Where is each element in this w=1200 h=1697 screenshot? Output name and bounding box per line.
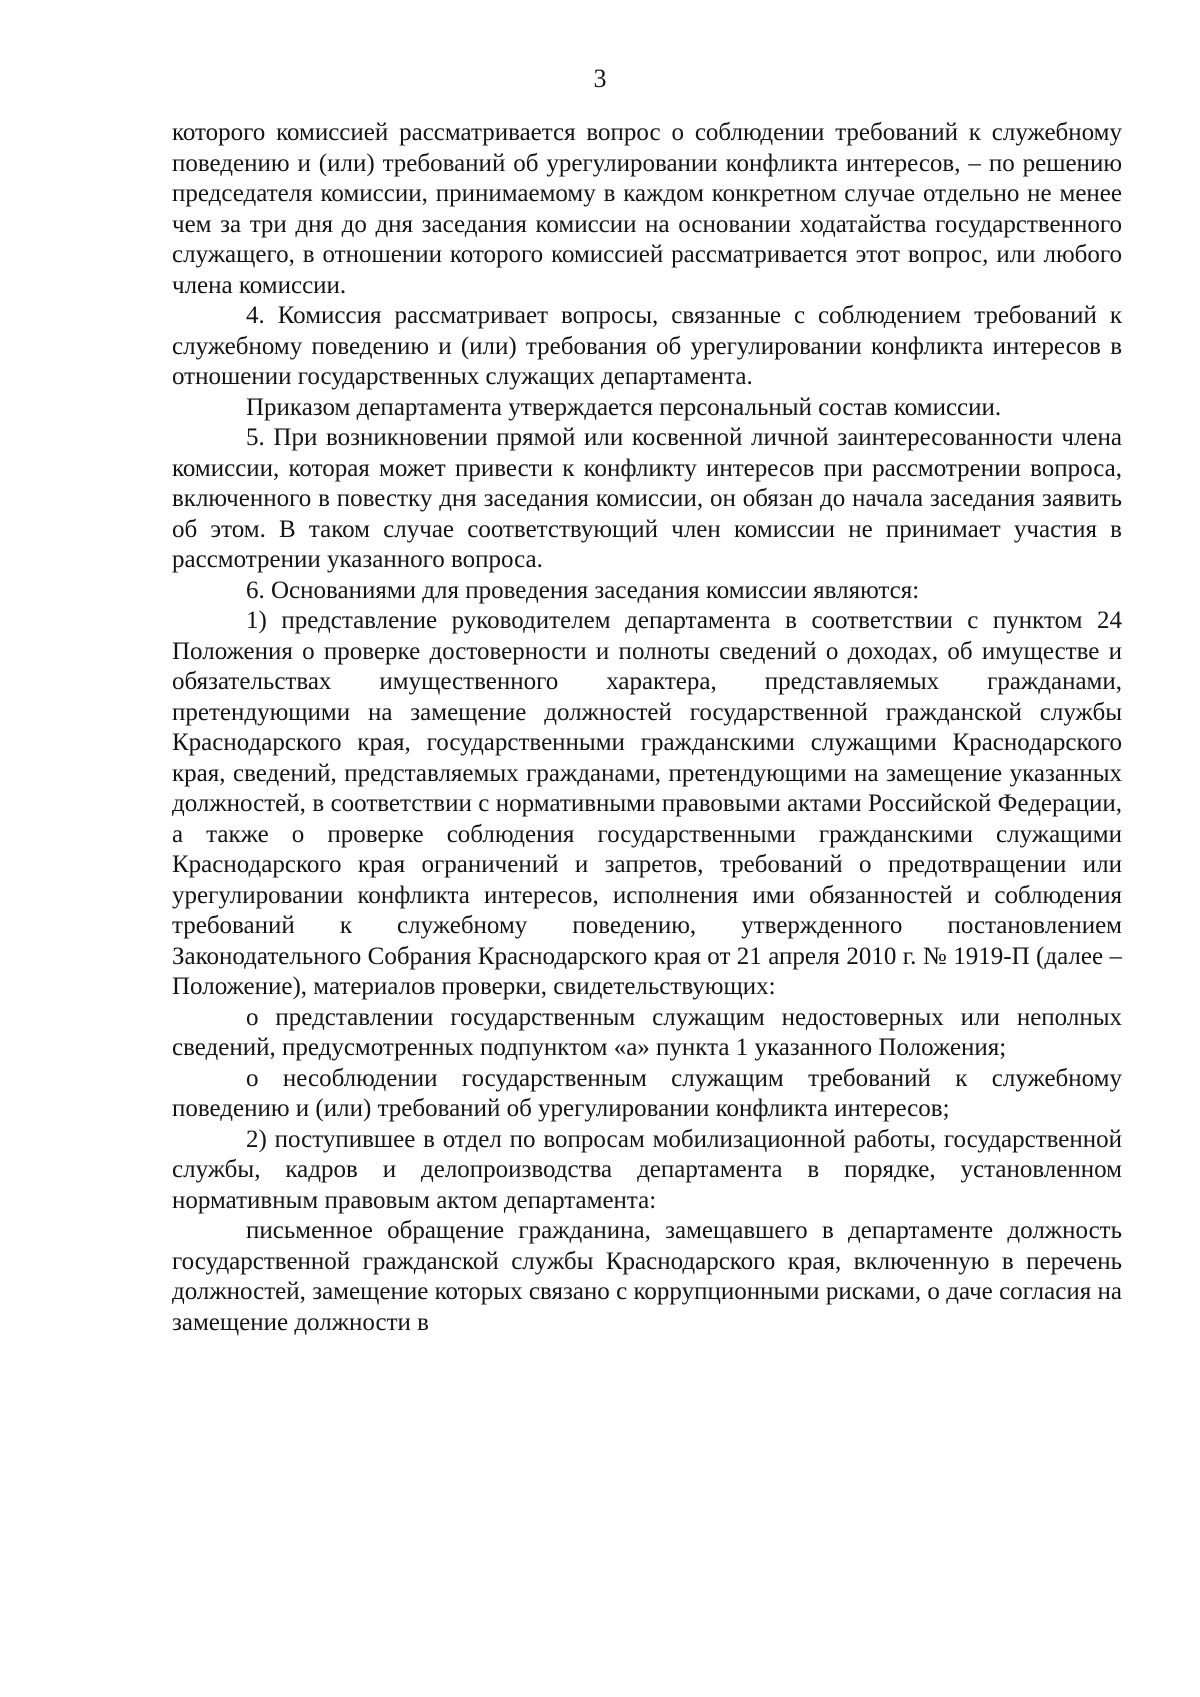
paragraph: о несоблюдении государственным служащим требований к служебному поведению и (или) требований об урегулировании конфликта интересов; <box>172 1064 1122 1122</box>
paragraph: письменное обращение гражданина, замещавшего в департаменте должность государственной гражданской службы Краснодарского края, включенную в перечень должностей, замещение которых связано с коррупционными рисками, о даче согласия на замещение должности в <box>172 1217 1122 1336</box>
paragraph: о представлении государственным служащим недостоверных или неполных сведений, предусмотренных подпунктом «а» пункта 1 указанного Положения; <box>172 1003 1122 1061</box>
paragraph: 2) поступившее в отдел по вопросам мобилизационной работы, государственной службы, кадров и делопроизводства департамента в порядке, установленном нормативным правовым актом департамента: <box>172 1125 1122 1214</box>
page-number: 3 <box>593 64 607 93</box>
paragraph: 5. При возникновении прямой или косвенной личной заинтересованности члена комиссии, которая может привести к конфликту интересов при рассмотрении вопроса, включенного в повестку дня заседания комиссии, он обязан до начала заседания заявить об этом. В таком случае соответствующий член комиссии не принимает участия в рассмотрении указанного вопроса. <box>172 424 1122 573</box>
paragraph: Приказом департамента утверждается персональный состав комиссии. <box>246 393 1002 421</box>
paragraph: 4. Комиссия рассматривает вопросы, связанные с соблюдением требований к служебному поведению и (или) требования об урегулировании конфликта интересов в отношении государственных служащих департамента. <box>172 302 1122 390</box>
paragraph: 6. Основаниями для проведения заседания комиссии являются: <box>246 576 920 604</box>
paragraph: которого комиссией рассматривается вопрос о соблюдении требований к служебному поведению и (или) требований об урегулировании конфликта интересов, – по решению председателя комиссии, принимаемому в каждом конкретном случае отдельно не менее чем за три дня до дня заседания комиссии на основании ходатайства государственного служащего, в отношении которого комиссией рассматривается этот вопрос, или любого члена комиссии. <box>172 119 1122 299</box>
paragraph: 1) представление руководителем департамента в соответствии с пунктом 24 Положения о проверке достоверности и полноты сведений о доходах, об имуществе и обязательствах имущественного характера, представляемых гражданами, претендующими на замещение должностей государственной гражданской службы Краснодарского края, государственными гражданскими служащими Краснодарского края, сведений, представляемых гражданами, претендующими на замещение указанных должностей, в соответствии с нормативными правовыми актами Российской Федерации, а также о проверке соблюдения государственными гражданскими служащими Краснодарского края ограничений и запретов, требований о предотвращении или урегулировании конфликта интересов, исполнения ими обязанностей и соблюдения требований к служебному поведению, утвержденного постановлением Законодательного Собрания Краснодарского края от 21 апреля 2010 г. № 1919-П (далее – Положение), материалов проверки, свидетельствующих: <box>172 607 1122 1000</box>
document-body <box>172 118 1122 1338</box>
